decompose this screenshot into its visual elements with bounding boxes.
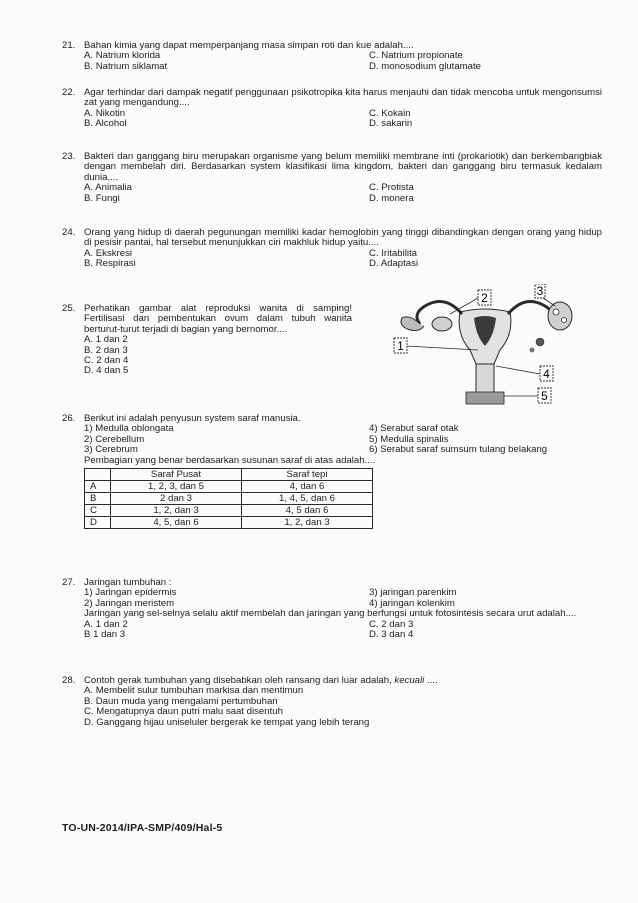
options (84, 109, 602, 130)
table-cell: 1, 2, dan 3 (242, 517, 373, 529)
table-cell: A (85, 481, 111, 493)
table-cell: 4, 5 dan 6 (242, 505, 373, 517)
table-header: Saraf Pusat (111, 469, 242, 481)
question-stem: Bahan kimia yang dapat memperpanjang masa simpan roti dan kue adalah.... (84, 40, 414, 51)
item: 6) Serabut saraf sumsum tulang belakang (369, 444, 548, 456)
item: 3) jaringan parenkim (369, 587, 457, 599)
options (84, 183, 602, 204)
item: 2) Cerebellum (84, 433, 145, 445)
table-row (85, 517, 373, 529)
options (84, 249, 602, 270)
question-stem-2: Pembagian yang benar berdasarkan susunan saraf di atas adalah.... (84, 454, 376, 466)
option-d: D. monosodium glutamate (369, 60, 481, 72)
question-22 (62, 88, 602, 130)
page-footer: TO-UN-2014/IPA-SMP/409/Hal-5 (62, 822, 223, 834)
question-number: 23. (62, 151, 76, 162)
option-b: B. Alcohol (84, 118, 127, 130)
question-stem: Contoh gerak tumbuhan yang disebabkan oleh ransang dari luar adalah, kecuali .... (84, 675, 438, 686)
question-number: 21. (62, 40, 76, 51)
question-stem: Orang yang hidup di daerah pegunungan memiliki kadar hemoglobin yang tinggi dibandingkan dengan orang yang hidup di pesisir pantai, hal tersebut menunjukkan ciri makhluk hidup yaitu.... (84, 227, 602, 249)
question-23 (62, 152, 602, 204)
option-c: C. 2 dan 4 (84, 355, 129, 367)
question-27 (62, 578, 602, 640)
figure-label-4: 4 (543, 367, 550, 381)
table-cell: C (85, 505, 111, 517)
table-header (85, 469, 111, 481)
option-c: C. Natrium propionate (369, 50, 463, 62)
option-d: D. monera (369, 192, 414, 204)
option-a: A. Membelit sulur tumbuhan markisa dan mentimun (84, 685, 304, 697)
option-a: A. Natrium klorida (84, 50, 161, 62)
table-cell: D (85, 517, 111, 529)
option-b: B. 2 dan 3 (84, 344, 128, 356)
option-a: A. 1 dan 2 (84, 618, 128, 630)
question-stem: Jaringan tumbuhan : (84, 577, 172, 588)
option-a: A. Nikotin (84, 107, 126, 119)
item: 2) Jaringan meristem (84, 597, 175, 609)
item: 1) Jaringan epidermis (84, 587, 177, 599)
question-25 (62, 304, 352, 377)
item-list (84, 424, 602, 455)
figure-label-3: 3 (536, 284, 544, 298)
answer-table (84, 468, 373, 529)
table-row (85, 505, 373, 517)
table-cell: 4, dan 6 (242, 481, 373, 493)
option-a: A. Ekskresi (84, 247, 132, 259)
emphasis-kecuali: kecuali (394, 675, 425, 686)
table-header-row (85, 469, 373, 481)
options (84, 51, 602, 72)
question-21 (62, 41, 602, 72)
table-cell: 2 dan 3 (111, 493, 242, 505)
question-28 (62, 676, 602, 728)
table-cell: 1, 2, dan 3 (111, 505, 242, 517)
option-a: A. 1 dan 2 (84, 334, 128, 346)
question-24 (62, 228, 602, 270)
reproductive-system-figure (390, 284, 575, 406)
option-d: D. 3 dan 4 (369, 629, 414, 641)
option-d: D. Adaptasi (369, 258, 419, 270)
question-number: 24. (62, 227, 76, 238)
item: 3) Cerebrum (84, 444, 138, 456)
table-row (85, 481, 373, 493)
question-stem: Agar terhindar dari dampak negatif penggunaan psikotropika kita harus menjauhi dan tidak mencoba untuk mengonsumsi zat yang mengandung.... (84, 87, 602, 109)
question-number: 25. (62, 303, 76, 314)
option-d: D. Ganggang hijau uniseluler bergerak ke tempat yang lebih terang (84, 716, 370, 728)
figure-label-5: 5 (541, 389, 548, 403)
option-b: B. Daun muda yang mengalami pertumbuhan (84, 695, 278, 707)
figure-label-1: 1 (397, 339, 404, 353)
options (84, 335, 352, 377)
options (84, 620, 602, 641)
figure-label-2: 2 (481, 291, 488, 305)
option-b: B. Fungi (84, 192, 120, 204)
option-c: C. 2 dan 3 (369, 618, 414, 630)
question-26 (62, 414, 602, 529)
table-header: Saraf tepi (242, 469, 373, 481)
question-number: 26. (62, 413, 76, 424)
item-list (84, 588, 602, 609)
table-cell: 1, 2, 3, dan 5 (111, 481, 242, 493)
question-number: 28. (62, 675, 76, 686)
question-stem: Berikut ini adalah penyusun system saraf manusia. (84, 413, 301, 424)
table-row (85, 493, 373, 505)
option-d: D. sakarin (369, 118, 413, 130)
table-cell: B (85, 493, 111, 505)
option-d: D. 4 dan 5 (84, 365, 129, 377)
question-stem: Perhatikan gambar alat reproduksi wanita di samping! Fertilisasi dan pembentukan ovum dalam tubuh wanita berturut-turut terjadi di bagian yang bernomor.... (84, 303, 352, 335)
item: 4) jaringan kolenkim (369, 597, 455, 609)
option-b: B. Natrium siklamat (84, 60, 168, 72)
item: 1) Medulla oblongata (84, 423, 174, 435)
question-stem: Bakteri dan ganggang biru merupakan organisme yang belum memiliki membrane inti (prokariotik) dan berkembangbiak dengan membelah diri. Berdasarkan system klasifikasi lima kingdom, bakteri dan ganggang biru termasuk kedalam dunia.... (84, 151, 602, 183)
table-cell: 1, 4, 5, dan 6 (242, 493, 373, 505)
option-c: C. Kokain (369, 107, 411, 119)
table-cell: 4, 5, dan 6 (111, 517, 242, 529)
options (84, 686, 602, 728)
option-b: B 1 dan 3 (84, 629, 126, 641)
option-c: C. Mengatupnya daun putri malu saat disentuh (84, 706, 283, 718)
option-c: C. Iritabilita (369, 247, 417, 259)
option-b: B. Respirasi (84, 258, 136, 270)
item: 4) Serabut saraf otak (369, 423, 459, 435)
question-number: 22. (62, 87, 76, 98)
option-c: C. Protista (369, 182, 414, 194)
question-stem-2: Jaringan yang sel-selnya selalu aktif membelah dan jaringan yang berfungsi untuk fotosintesis secara urut adalah.... (84, 608, 577, 620)
question-number: 27. (62, 577, 76, 588)
item: 5) Medulla spinalis (369, 433, 449, 445)
option-a: A. Animalia (84, 182, 133, 194)
